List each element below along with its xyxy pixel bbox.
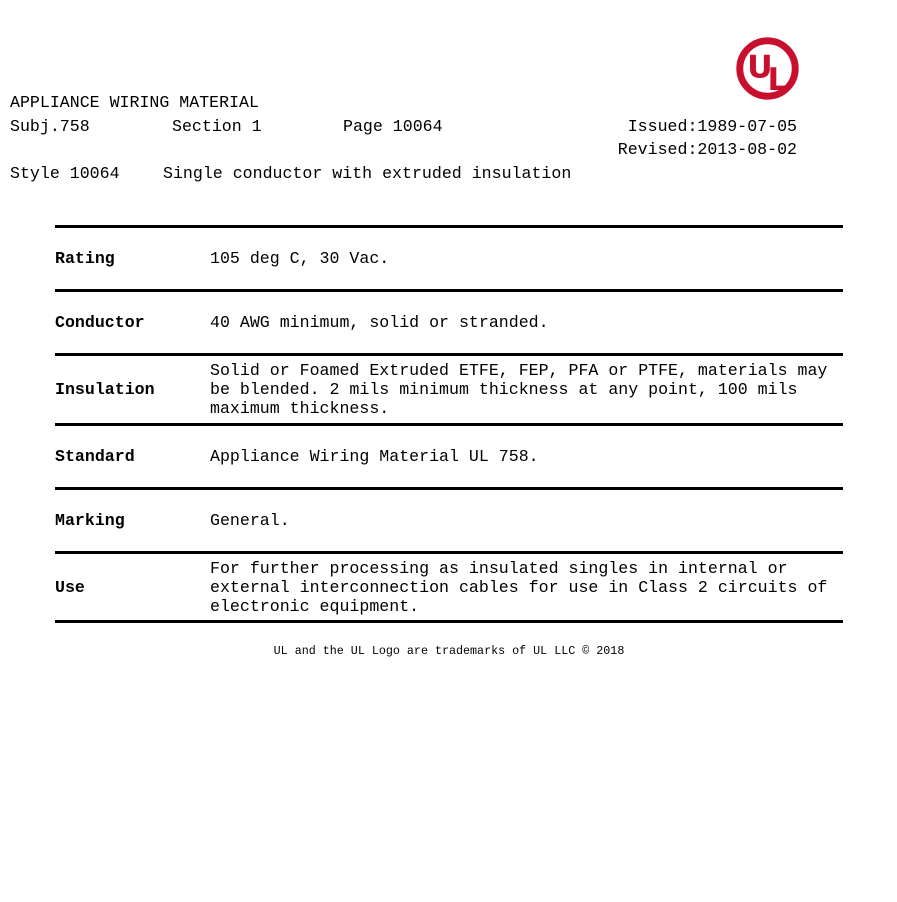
row-label: Standard [55, 447, 135, 466]
revised-date: Revised:2013-08-02 [617, 140, 797, 159]
row-value: For further processing as insulated singles in internal or external interconnection cables for use in Class 2 circuits of electronic equipment. [210, 559, 828, 616]
row-value: General. [210, 511, 290, 530]
section-number: Section 1 [172, 117, 262, 136]
subject-number: Subj.758 [10, 117, 90, 136]
document-title: APPLIANCE WIRING MATERIAL [10, 93, 259, 112]
row-value: Appliance Wiring Material UL 758. [210, 447, 539, 466]
ul-logo-letter-u: U [747, 49, 773, 86]
style-number: Style 10064 [10, 164, 120, 183]
row-label: Conductor [55, 313, 145, 332]
row-value: Solid or Foamed Extruded ETFE, FEP, PFA or PTFE, materials may be blended. 2 mils minimum thickness at any point, 100 mils maximum thickness. [210, 361, 828, 418]
ul-logo-letter-l: L [767, 61, 788, 98]
spec-table [55, 225, 843, 623]
table-row-insulation [55, 353, 843, 423]
table-row-rating [55, 225, 843, 289]
page-number: Page 10064 [343, 117, 443, 136]
row-value: 105 deg C, 30 Vac. [210, 249, 390, 268]
issued-date: Issued:1989-07-05 [627, 117, 797, 136]
ul-logo-icon [736, 37, 799, 100]
row-label: Insulation [55, 380, 155, 399]
table-row-conductor [55, 289, 843, 353]
table-row-use [55, 551, 843, 620]
row-value: 40 AWG minimum, solid or stranded. [210, 313, 549, 332]
trademark-notice: UL and the UL Logo are trademarks of UL LLC © 2018 [273, 644, 625, 658]
style-description: Single conductor with extruded insulation [163, 164, 572, 183]
row-label: Use [55, 578, 85, 597]
row-label: Marking [55, 511, 125, 530]
row-label: Rating [55, 249, 115, 268]
table-row-standard [55, 423, 843, 487]
table-row-marking [55, 487, 843, 551]
